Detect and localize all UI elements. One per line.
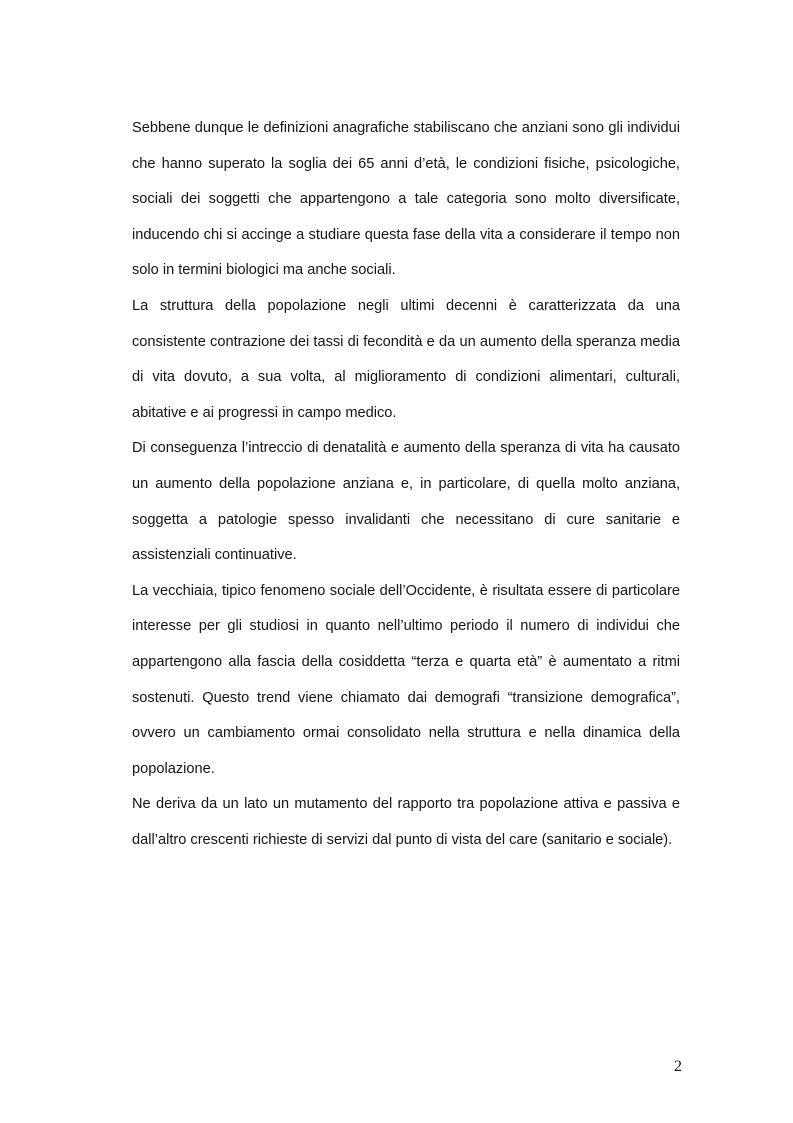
- paragraph-1: Sebbene dunque le definizioni anagrafiche stabiliscano che anziani sono gli individui che hanno superato la soglia dei 65 anni d’età, le condizioni fisiche, psicologiche, sociali dei soggetti che appartengono a tale categoria sono molto diversificate, inducendo chi si accinge a studiare questa fase della vita a considerare il tempo non solo in termini biologici ma anche sociali.: [132, 120, 680, 279]
- body-text: [132, 111, 680, 858]
- paragraph-5: Ne deriva da un lato un mutamento del rapporto tra popolazione attiva e passiva e dall’altro crescenti richieste di servizi dal punto di vista del care (sanitario e sociale).: [132, 796, 680, 848]
- paragraph-3: Di conseguenza l’intreccio di denatalità e aumento della speranza di vita ha causato un aumento della popolazione anziana e, in particolare, di quella molto anziana, soggetta a patologie spesso invalidanti che necessitano di cure sanitarie e assistenziali continuative.: [132, 440, 680, 564]
- paragraph-4: La vecchiaia, tipico fenomeno sociale dell’Occidente, è risultata essere di particolare interesse per gli studiosi in quanto nell’ultimo periodo il numero di individui che appartengono alla fascia della cosiddetta “terza e quarta età” è aumentato a ritmi sostenuti. Questo trend viene chiamato dai demografi “transizione demografica”, ovvero un cambiamento ormai consolidato nella struttura e nella dinamica della popolazione.: [132, 582, 680, 777]
- paragraph-2: La struttura della popolazione negli ultimi decenni è caratterizzata da una consistente contrazione dei tassi di fecondità e da un aumento della speranza media di vita dovuto, a sua volta, al miglioramento di condizioni alimentari, culturali, abitative e ai progressi in campo medico.: [132, 297, 680, 421]
- page-number: 2: [674, 1058, 682, 1075]
